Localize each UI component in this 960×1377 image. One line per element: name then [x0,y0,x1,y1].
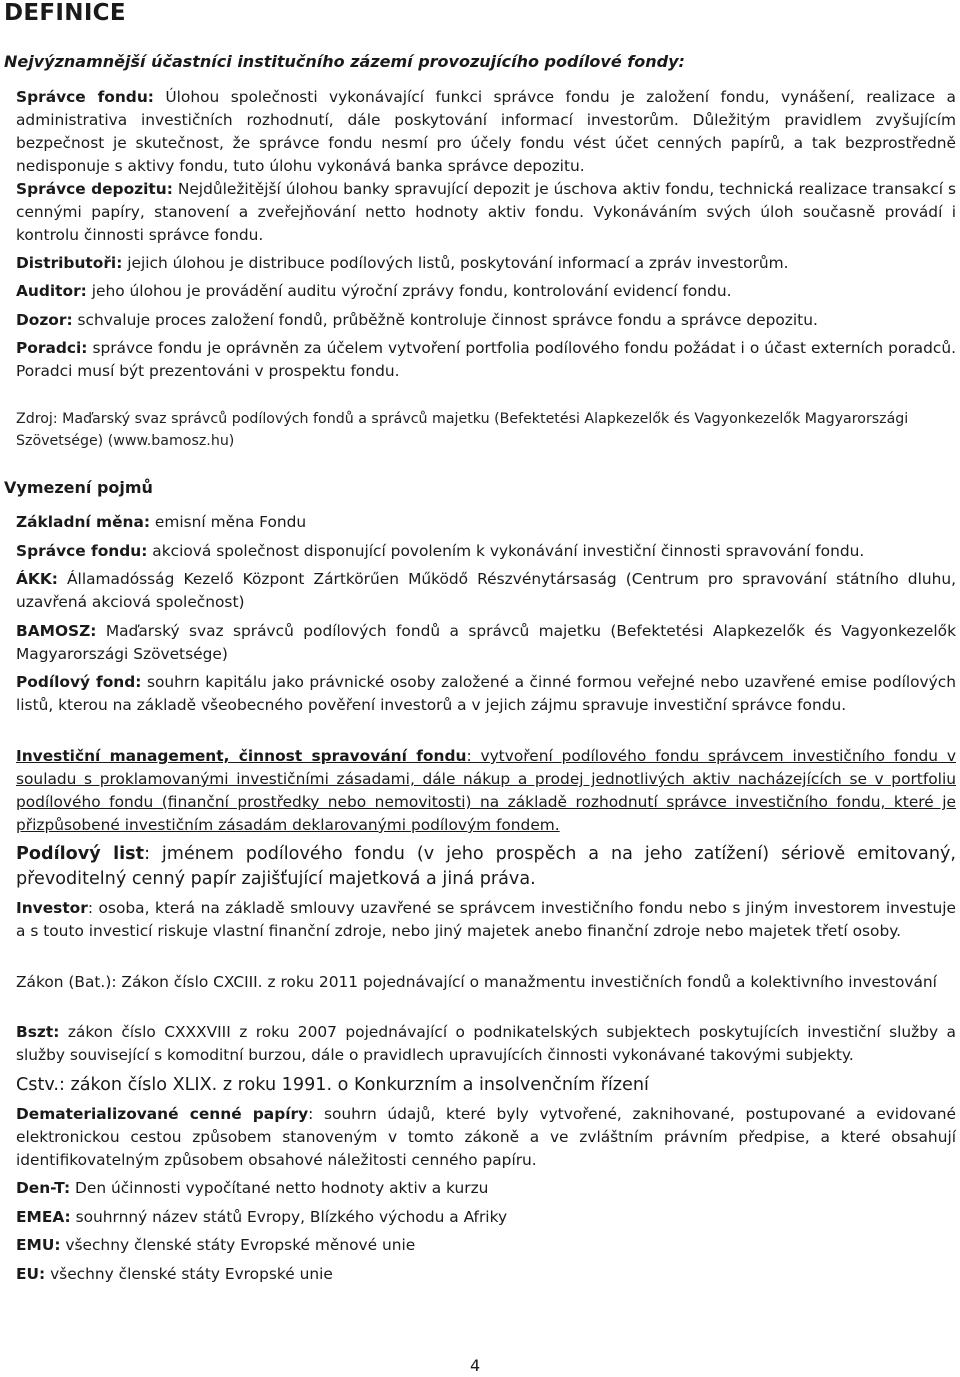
page-number: 4 [470,1356,481,1375]
term-label: Investiční management, činnost spravování fondu [16,747,467,765]
term-text: jejich úlohou je distribuce podílových listů, poskytování informací a zpráv investorům. [122,254,789,272]
term-text: schvaluje proces založení fondů, průběžně kontroluje činnost správce fondu a správce depozitu. [72,311,818,329]
term-label: Den-T: [16,1179,71,1197]
term-unit-certificate [16,842,956,892]
term-text: správce fondu je oprávněn za účelem vytvoření portfolia podílového fondu požádat i o účast externích poradců. Poradci musí být prezentováni v prospektu fondu. [16,339,956,380]
term-text: : souhrn údajů, které byly vytvořené, zaknihované, postupované a evidované elektronickou cestou způsobem stanoveným v tomto zákoně a ve zvláštním právním předpise, a které obsahují identifikovatelným způsobem obsahové náležitosti cenného papíru. [16,1105,956,1169]
term-cstv [16,1073,956,1098]
page-title: DEFINICE [4,0,126,26]
participant-supervision [16,309,956,332]
term-label: ÁKK: [16,570,58,588]
term-label: Správce depozitu: [16,180,173,198]
term-investor [16,897,956,943]
section-heading: Vymezení pojmů [4,478,153,497]
term-text: emisní měna Fondu [150,513,307,531]
term-label: EU: [16,1265,46,1283]
term-text: : vytvoření podílového fondu správcem investičního fondu v souladu s proklamovanými investičními zásadami, dále nákup a prodej jednotlivých aktiv nacházejících se v portfoliu podílového fondu (finanční prostředky nebo nemovitosti) na základě rozhodnutí správce investičního fondu, které je přizpůsobené investičním zásadám deklarovanými podílovým fondem. [16,747,956,834]
term-label: Správce fondu: [16,542,148,560]
term-text: všechny členské státy Evropské měnové unie [60,1236,416,1254]
participant-depositary [16,178,956,247]
term-base-currency [16,511,956,534]
term-label: Cstv.: [16,1075,65,1095]
term-label: BAMOSZ: [16,622,97,640]
term-label: Distributoři: [16,254,123,272]
term-dematerialized-securities [16,1103,956,1172]
term-emea [16,1206,956,1229]
term-text: akciová společnost disponující povolením k vykonávání investiční činnosti spravování fondu. [147,542,865,560]
term-text: Államadósság Kezelő Központ Zártkörűen Működő Részvénytársaság (Centrum pro spravování státního dluhu, uzavřená akciová společnost) [16,570,956,611]
term-label: Auditor: [16,282,87,300]
term-akk [16,568,956,614]
term-bszt [16,1021,956,1067]
participant-auditor [16,280,956,303]
term-text: : jménem podílového fondu (v jeho prospěch a na jeho zatížení) sériově emitovaný, převoditelný cenný papír zajišťující majetková a jiná práva. [16,844,956,889]
term-text: : osoba, která na základě smlouvy uzavřené se správcem investičního fondu nebo s jiným investorem investuje a s touto investicí riskuje vlastní finanční zdroje, nebo jiný majetek anebo finanční zdroje nebo majetek třetí osoby. [16,899,956,940]
term-label: Dematerializované cenné papíry [16,1105,309,1123]
term-text: zákon číslo CXXXVIII z roku 2007 pojednávající o podnikatelských subjektech poskytujících investiční služby a služby související s komoditní burzou, dále o pravidlech upravujících činnosti vykonávané takovými subjekty. [16,1023,956,1064]
term-text: souhrn kapitálu jako právnické osoby založené a činné formou veřejné nebo uzavřené emise podílových listů, kterou na základě všeobecného pověření investorů a v jejich zájmu spravuje investiční správce fondu. [16,673,956,714]
term-mutual-fund [16,671,956,717]
term-act-bat [16,971,956,994]
term-day-t [16,1177,956,1200]
term-label: Podílový list [16,844,145,864]
term-label: Dozor: [16,311,73,329]
term-text: zákon číslo XLIX. z roku 1991. o Konkurzním a insolvenčním řízení [64,1075,649,1095]
term-text: všechny členské státy Evropské unie [45,1265,333,1283]
participants-heading: Nejvýznamnější účastníci institučního zázemí provozujícího podílové fondy: [4,52,685,71]
term-text: Den účinnosti vypočítané netto hodnoty aktiv a kurzu [70,1179,489,1197]
term-label: Podílový fond: [16,673,142,691]
term-text: Zákon číslo CXCIII. z roku 2011 pojednávající o manažmentu investičních fondů a kolektivního investování [116,973,937,991]
term-text: souhrnný název států Evropy, Blízkého východu a Afriky [70,1208,508,1226]
term-investment-management [16,745,956,837]
term-eu [16,1263,956,1286]
term-bamosz [16,620,956,666]
term-text: jeho úlohou je provádění auditu výroční zprávy fondu, kontrolování evidencí fondu. [86,282,732,300]
term-text: Maďarský svaz správců podílových fondů a správců majetku (Befektetési Alapkezelők és Vagyonkezelők Magyarországi Szövetsége) [16,622,956,663]
term-label: Poradci: [16,339,88,357]
term-label: Správce fondu: [16,88,154,106]
participant-distributors [16,252,956,275]
term-label: Investor [16,899,88,917]
term-fund-manager [16,540,956,563]
term-label: Zákon (Bat.): [16,973,117,991]
term-emu [16,1234,956,1257]
participant-fund-manager [16,86,956,178]
term-label: EMU: [16,1236,61,1254]
term-text: Úlohou společnosti vykonávající funkci správce fondu je založení fondu, vynášení, realizace a administrativa investičních rozhodnutí, dále poskytování informací investorům. Důležitým pravidlem zvyšujícím bezpečnost je skutečnost, že správce fondu nesmí pro účely fondu vést účet cenných papírů, a tak bezprostředně nedisponuje s aktivy fondu, tuto úlohu vykonává banka správce depozitu. [16,88,956,175]
term-label: Bszt: [16,1023,60,1041]
term-text: Nejdůležitější úlohou banky spravující depozit je úschova aktiv fondu, technická realizace transakcí s cennými papíry, stanovení a zveřejňování netto hodnoty aktiv fondu. Vykonáváním svých úloh současně provádí i kontrolu činnosti správce fondu. [16,180,957,244]
term-label: Základní měna: [16,513,151,531]
source-note: Zdroj: Maďarský svaz správců podílových fondů a správců majetku (Befektetési Alapkezelők és Vagyonkezelők Magyarországi Szövetsége) (www.bamosz.hu) [16,411,909,449]
term-label: EMEA: [16,1208,71,1226]
participant-advisers [16,337,956,383]
